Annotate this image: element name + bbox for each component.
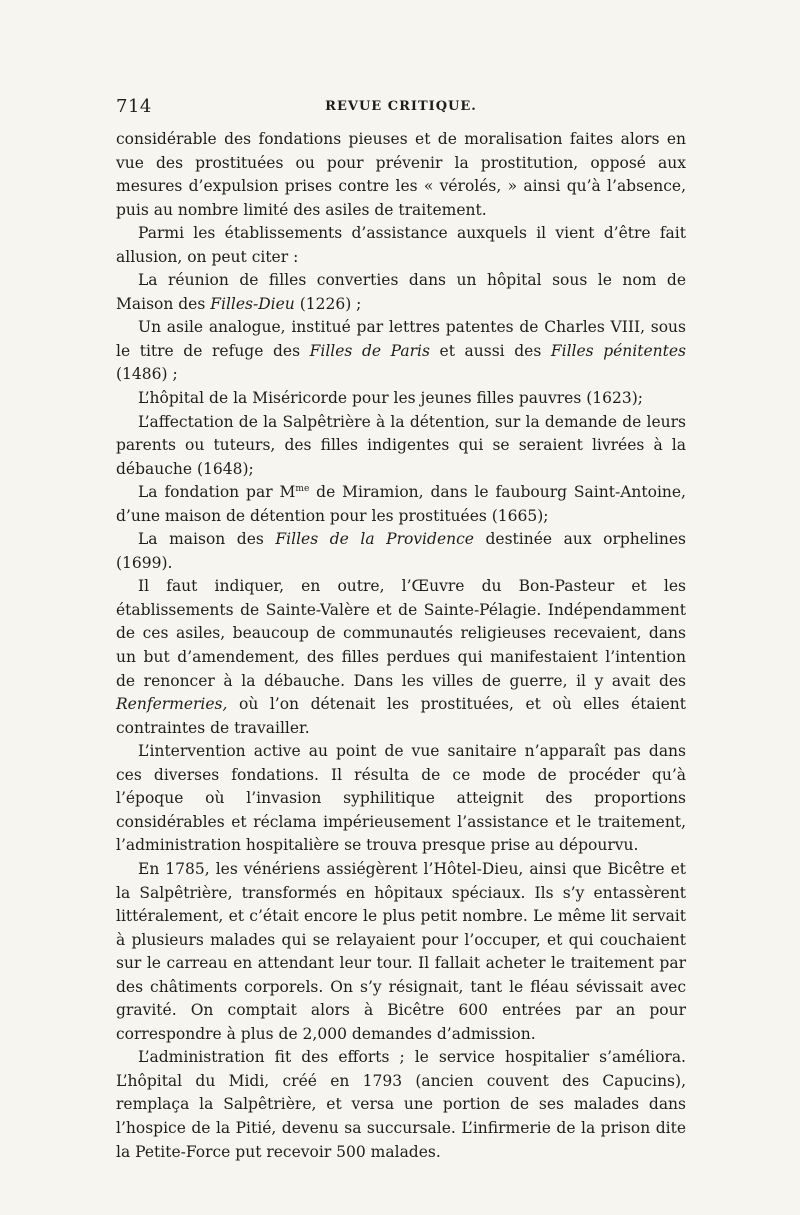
paragraph-3	[116, 269, 686, 316]
body-text	[116, 128, 686, 1164]
document-page	[116, 96, 686, 1164]
paragraph-5: L’hôpital de la Miséricorde pour les jeunes filles pauvres (1623);	[138, 389, 643, 408]
paragraph-7	[116, 481, 686, 528]
paragraph-3-italic: Filles-Dieu	[210, 294, 295, 313]
paragraph-2: Parmi les établissements d’assistance auxquels il vient d’être fait allusion, on peut citer :	[116, 224, 686, 266]
paragraph-7-tail: de Miramion, dans le faubourg Saint-Antoine, d’une maison de détention pour les prostituées (1665);	[116, 483, 686, 525]
running-header	[116, 96, 686, 120]
paragraph-3-text: La réunion de filles converties dans un hôpital sous le nom de Maison des	[116, 271, 686, 313]
paragraph-1: considérable des fondations pieuses et de moralisation faites alors en vue des prostituées ou pour prévenir la prostitution, opposé aux mesures d’expulsion prises contre les « vérolés, » ainsi qu’à l’absence, puis au nombre limité des asiles de traitement.	[116, 130, 686, 219]
paragraph-4	[116, 316, 686, 387]
paragraph-3-tail: (1226) ;	[294, 294, 362, 313]
paragraph-4-tail: (1486) ;	[116, 365, 178, 384]
paragraph-10: L’intervention active au point de vue sanitaire n’apparaît pas dans ces diverses fondations. Il résulta de ce mode de procéder qu’à l’époque où l’invasion syphilitique atteignit des proportions considérables et réclama impérieusement l’assistance et le traitement, l’administration hospitalière se trouva presque prise au dépourvu.	[116, 742, 686, 855]
paragraph-4-middle: et aussi des	[429, 341, 551, 360]
paragraph-4-text: Un asile analogue, institué par lettres patentes de Charles VIII, sous le titre de refuge des	[116, 318, 686, 360]
paragraph-8-italic: Filles de la Providence	[275, 530, 474, 549]
paragraph-7-superscript: me	[295, 484, 310, 495]
paragraph-6: L’affectation de la Salpêtrière à la détention, sur la demande de leurs parents ou tuteurs, des filles indigentes qui se seraient livrées à la débauche (1648);	[116, 412, 686, 478]
page-number: 714	[116, 96, 152, 117]
paragraph-9-italic: Renfermeries,	[116, 695, 228, 714]
paragraph-8	[116, 528, 686, 575]
paragraph-12: L’administration fit des efforts ; le service hospitalier s’améliora. L’hôpital du Midi, créé en 1793 (ancien couvent des Capucins), remplaça la Salpêtrière, et versa une portion de ses malades dans l’hospice de la Pitié, devenu sa succursale. L’infirmerie de la prison dite la Petite-Force put recevoir 500 malades.	[116, 1048, 686, 1161]
paragraph-8-tail: destinée aux orphelines (1699).	[116, 530, 686, 572]
paragraph-4-italic: Filles de Paris	[309, 341, 430, 360]
paragraph-7-text: La fondation par M	[138, 483, 296, 502]
paragraph-11: En 1785, les vénériens assiégèrent l’Hôtel-Dieu, ainsi que Bicêtre et la Salpêtrière, transformés en hôpitaux spéciaux. Ils s’y entassèrent littéralement, et c’était encore le plus petit nombre. Le même lit servait à plusieurs malades qui se relayaient pour l’occuper, et qui couchaient sur le carreau en attendant leur tour. Il fallait acheter le traitement par des châtiments corporels. On s’y résignait, tant le fléau sévissait avec gravité. On comptait alors à Bicêtre 600 entrées par an pour correspondre à plus de 2,000 demandes d’admission.	[116, 859, 686, 1043]
paragraph-9-tail: où l’on détenait les prostituées, et où elles étaient contraintes de travailler.	[116, 695, 686, 737]
paragraph-8-text: La maison des	[138, 530, 276, 549]
paragraph-4-italic-2: Filles pénitentes	[550, 341, 686, 360]
paragraph-9-text: Il faut indiquer, en outre, l’Œuvre du Bon-Pasteur et les établissements de Sainte-Valère et de Sainte-Pélagie. Indépendamment de ces asiles, beaucoup de communautés religieuses recevaient, dans un but d’amendement, des filles perdues qui manifestaient l’intention de renoncer à la débauche. Dans les villes de guerre, il y avait des	[116, 577, 686, 690]
journal-title: REVUE CRITIQUE.	[325, 99, 477, 114]
paragraph-9	[116, 575, 686, 740]
